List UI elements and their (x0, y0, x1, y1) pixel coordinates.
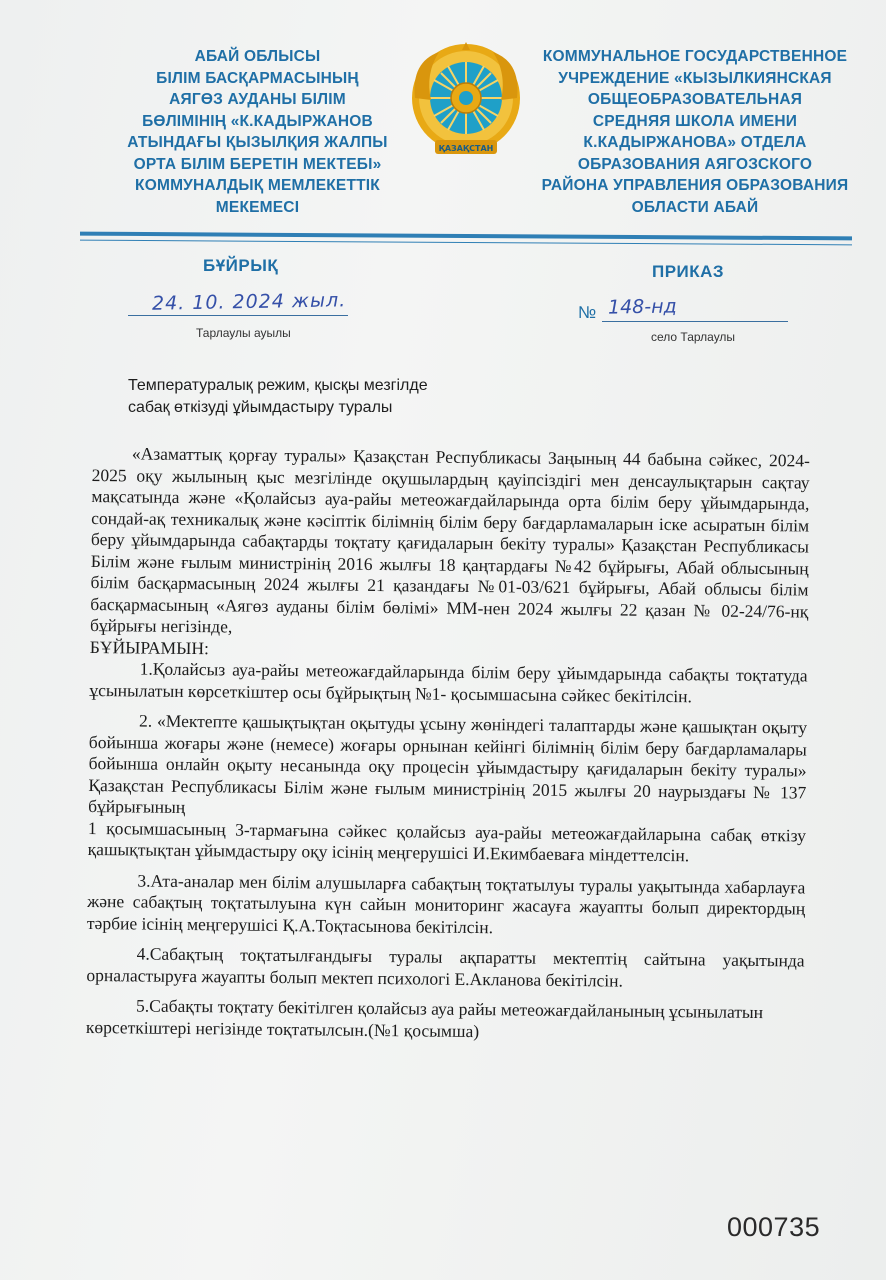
header-right-line: ОБЛАСТИ АБАЙ (631, 198, 759, 216)
place-kz: Тарлаулы ауылы (196, 326, 291, 340)
order-number-sign: № (578, 303, 597, 322)
title-line: Температуралық режим, қысқы мезгілде (128, 377, 428, 394)
header-left-line: АБАЙ ОБЛЫСЫ (194, 48, 321, 65)
header-left-line: ОРТА БІЛІМ БЕРЕТІН МЕКТЕБІ» (133, 155, 382, 173)
order-date-handwritten: 24. 10. 2024 жыл. (151, 289, 347, 315)
header-left-line: КОММУНАЛДЫҚ МЕМЛЕКЕТТІК (135, 177, 380, 194)
header-right-line: К.КАДЫРЖАНОВА» ОТДЕЛА (583, 134, 807, 151)
page-serial-number: 000735 (727, 1212, 821, 1242)
header-left-line: АТЫНДАҒЫ ҚЫЗЫЛҚИЯ ЖАЛПЫ (127, 134, 388, 151)
title-line: сабақ өткізуді ұйымдастыру туралы (128, 399, 393, 416)
header-right-line: РАЙОНА УПРАВЛЕНИЯ ОБРАЗОВАНИЯ (541, 177, 849, 194)
header-left-line: БӨЛІМІНІҢ «К.КАДЫРЖАНОВ (142, 112, 373, 130)
header-right-line: ОБРАЗОВАНИЯ АЯГОЗСКОГО (577, 155, 813, 173)
header-right-line: СРЕДНЯЯ ШКОЛА ИМЕНИ (592, 112, 798, 130)
header-right-line: ОБЩЕОБРАЗОВАТЕЛЬНАЯ (587, 91, 803, 108)
header-right-ru (525, 46, 865, 218)
kazakhstan-emblem-icon (405, 40, 527, 162)
emblem-text: ҚАЗАҚСТАН (438, 144, 494, 153)
order-label-ru: ПРИКАЗ (652, 262, 725, 281)
header-right-line: УЧРЕЖДЕНИЕ «КЫЗЫЛКИЯНСКАЯ (558, 69, 832, 87)
header-left-line: АЯГӨЗ АУДАНЫ БІЛІМ (169, 91, 346, 108)
number-underline (602, 321, 788, 322)
order-item-3: 3.Ата-аналар мен білім алушыларға сабақтың тоқтатылуы туралы уақытында хабарлауға және сабақтың тоқтатылуына күн сайын мониторинг жасауға жауапты болып директордың тәрбие ісінің меңгерушісі Қ.А.Тоқтасынова бекітілсін. (86, 870, 806, 937)
order-label-kz: БҰЙРЫҚ (203, 256, 279, 275)
document-body (86, 443, 810, 1045)
document-title (128, 375, 688, 419)
order-item-1: 1.Қолайсыз ауа-райы метеожағдайларында білім беру ұйымдарында сабақты тоқтатуда ұсынылатын көрсеткіштер осы бұйрықтың №1- қосымшасына сәйкес бекітілсін. (89, 658, 808, 706)
order-word: БҰЙЫРАМЫН: (89, 636, 210, 658)
header-left-kz (95, 46, 420, 218)
order-item-2-continued: 1 қосымшасының 3-тармағына сәйкес қолайсыз ауа-райы метеожағдайларына сабақ өткізу қашықтықтан ұйымдастыру оқу ісінің меңгерушісі И.Екимбаеваға міндеттелсін. (87, 817, 807, 866)
header-right-line: КОММУНАЛЬНОЕ ГОСУДАРСТВЕННОЕ (542, 48, 848, 65)
header-left-line: БІЛІМ БАСҚАРМАСЫНЫҢ (156, 69, 359, 87)
place-ru: село Тарлаулы (651, 330, 736, 344)
header-divider-thin (80, 240, 852, 246)
order-item-5: 5.Сабақты тоқтату бекітілген қолайсыз ауа райы метеожағдайланының ұсынылатын көрсеткіштері негізінде тоқтатылсын.(№1 қосымша) (85, 995, 764, 1041)
date-underline (128, 315, 348, 316)
header-left-line: МЕКЕМЕСІ (215, 198, 300, 216)
order-item-2: 2. «Мектепте қашықтықтан оқытуды ұсыну жөніндегі талаптарды және қашықтан оқыту бойынша жоғары және (немесе) жоғары орнынан кейінгі білімнің білім беру бағдарламалары бойынша онлайн оқыту несанында оқу процесін ұйымдастыру қағидаларын бекіту туралы» Қазақстан Республикасы Білім және ғылым министрінің 2015 жылғы 20 наурыздағы № 137 бұйрығының (88, 710, 808, 817)
order-number-handwritten: 148-нд (607, 295, 677, 319)
preamble-paragraph: «Азаматтық қорғау туралы» Қазақстан Республикасы Заңының 44 бабына сәйкес, 2024-2025 оқу жылының қыс мезгілінде оқушылардың қауіпсіздігі мен денсаулықтарын сақтау мақсатында және «Қолайсыз ауа-райы метеожағдайларында орта білім беру ұйымдарында, сондай-ақ техникалық және кәсіптік білімнің білім беру бағдарламаларын іске асыратын білім беру ұйымдарында сабақтарды тоқтату қағидаларын бекіту туралы» Қазақстан Республикасы Білім және ғылым министрінің 2016 жылғы 18 қаңтардағы №42 бұйрығы, Абай облысының білім басқармасының 2024 жылғы 21 қазандағы №01-03/621 бұйрығы, Абай облысы білім басқармасының «Аягөз ауданы білім бөлімі» ММ-нен 2024 жылғы 22 қазан № 02-24/76-нқ бұйрығы негізінде, (89, 443, 810, 637)
header-divider-thick (80, 232, 852, 241)
order-item-4: 4.Сабақтың тоқтатылғандығы туралы ақпаратты мектептің сайтына уақытында орналастыруға жауапты болып мектеп психологі Е.Акланова бекітілсін. (86, 943, 805, 991)
